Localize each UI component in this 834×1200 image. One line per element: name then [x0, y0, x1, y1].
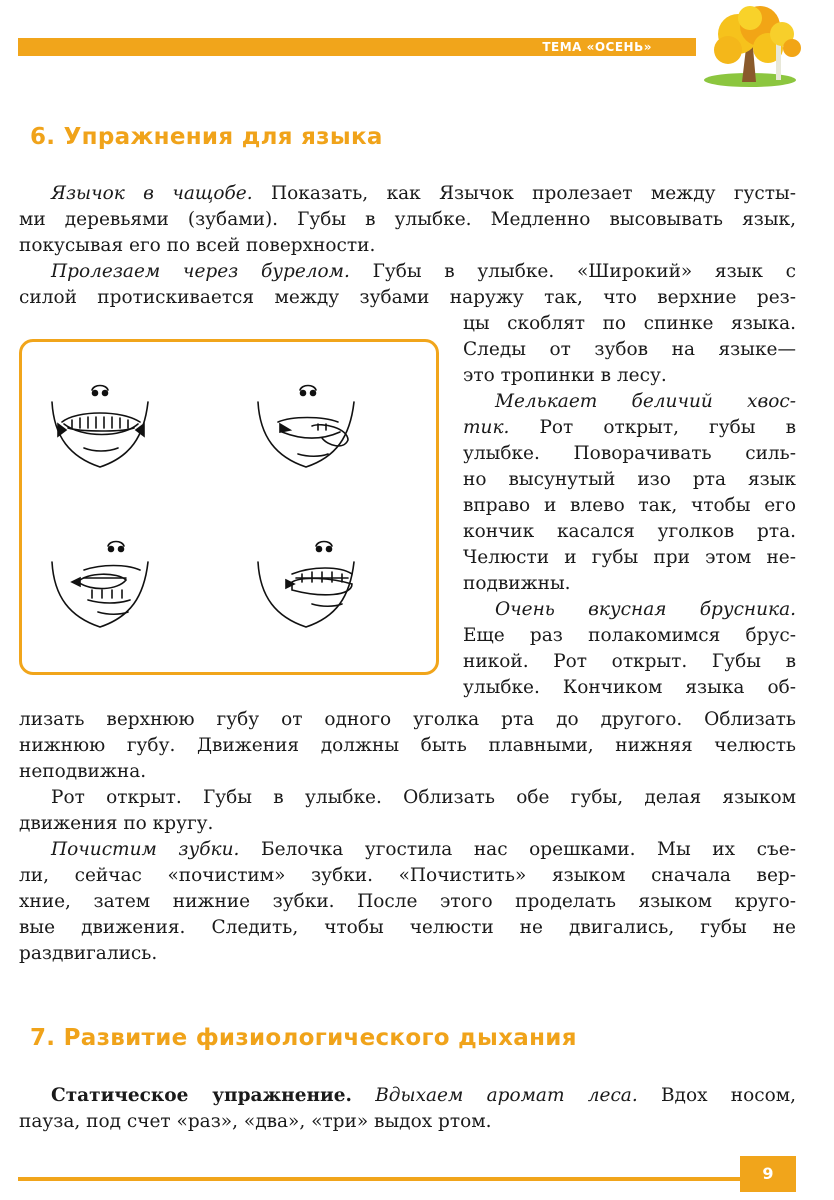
paragraph-tongue-thicket: Язычок в чащобе. Показать, как Язычок пролезает между густы- ми деревьями (зубами). Губы в улыбке. Медленно высовывать язык, покусывая его по всей поверхности. Пролезаем через бурелом. Губы в улыбке. «Широкий» язык с силой протискивается между зубами наружу так, что верхние рез- [19, 183, 797, 308]
page-number: 9 [740, 1156, 796, 1192]
autumn-tree-icon [698, 4, 802, 88]
exercise-name: Вдыхаем аромат леса. [351, 1085, 638, 1106]
tongue-exercises-illustration [19, 339, 439, 675]
paragraph-lower: лизать верхнюю губу от одного уголка рта до другого. Облизать нижнюю губу. Движения должны быть плавными, нижняя челюсть неподвижна. Рот открыт. Губы в улыбке. Облизать обе губы, делая языком движения по кругу. Почистим зубки. Белочка угостила нас орешками. Мы их съе- ли, сейчас «почистим» зубки. «Почистить» языком сначала вер- хние, затем нижние зубки. После этого проделать языком круго- вые движения. Следить, чтобы челюсти не двигались, губы не раздвигались. [19, 709, 796, 964]
exercise-type: Статическое упражнение. [51, 1085, 352, 1106]
exercise-name: Почистим зубки. [51, 839, 240, 860]
section-7-title: 7. Развитие физиологического дыхания [30, 1025, 577, 1051]
theme-label: ТЕМА «ОСЕНЬ» [542, 40, 652, 54]
face-teeth-icon [52, 386, 148, 468]
exercise-name: Очень вкусная брусника. [495, 599, 796, 620]
text-column-right: цы скоблят по спинке языка. Следы от зубов на языке— это тропинки в лесу. Мелькает беличий хвос- тик. Рот открыт, губы в улыбке. Поворачивать силь- но высунутый изо рта язык вправо и влево так, чтобы его кончик касался уголков рта. Челюсти и губы при этом не- подвижны. Очень вкусная брусника. Еще раз полакомимся брус- никой. Рот открыт. Губы в улыбке. Кончиком языка об- [463, 313, 796, 698]
face-tongue-side-icon [258, 386, 354, 468]
header-bar [18, 38, 696, 56]
exercise-name: Мелькает беличий хвос- [495, 391, 796, 412]
face-tongue-left-icon [52, 542, 148, 628]
paragraph-breathing: Статическое упражнение. Вдыхаем аромат леса. Вдох носом, пауза, под счет «раз», «два», «три» выдох ртом. [19, 1085, 796, 1132]
section-6-title: 6. Упражнения для языка [30, 124, 383, 150]
exercise-name: Язычок в чащобе. [51, 183, 253, 204]
footer-bar [18, 1177, 740, 1181]
face-tongue-right-icon [258, 542, 354, 628]
exercise-name: Пролезаем через бурелом. [51, 261, 350, 282]
